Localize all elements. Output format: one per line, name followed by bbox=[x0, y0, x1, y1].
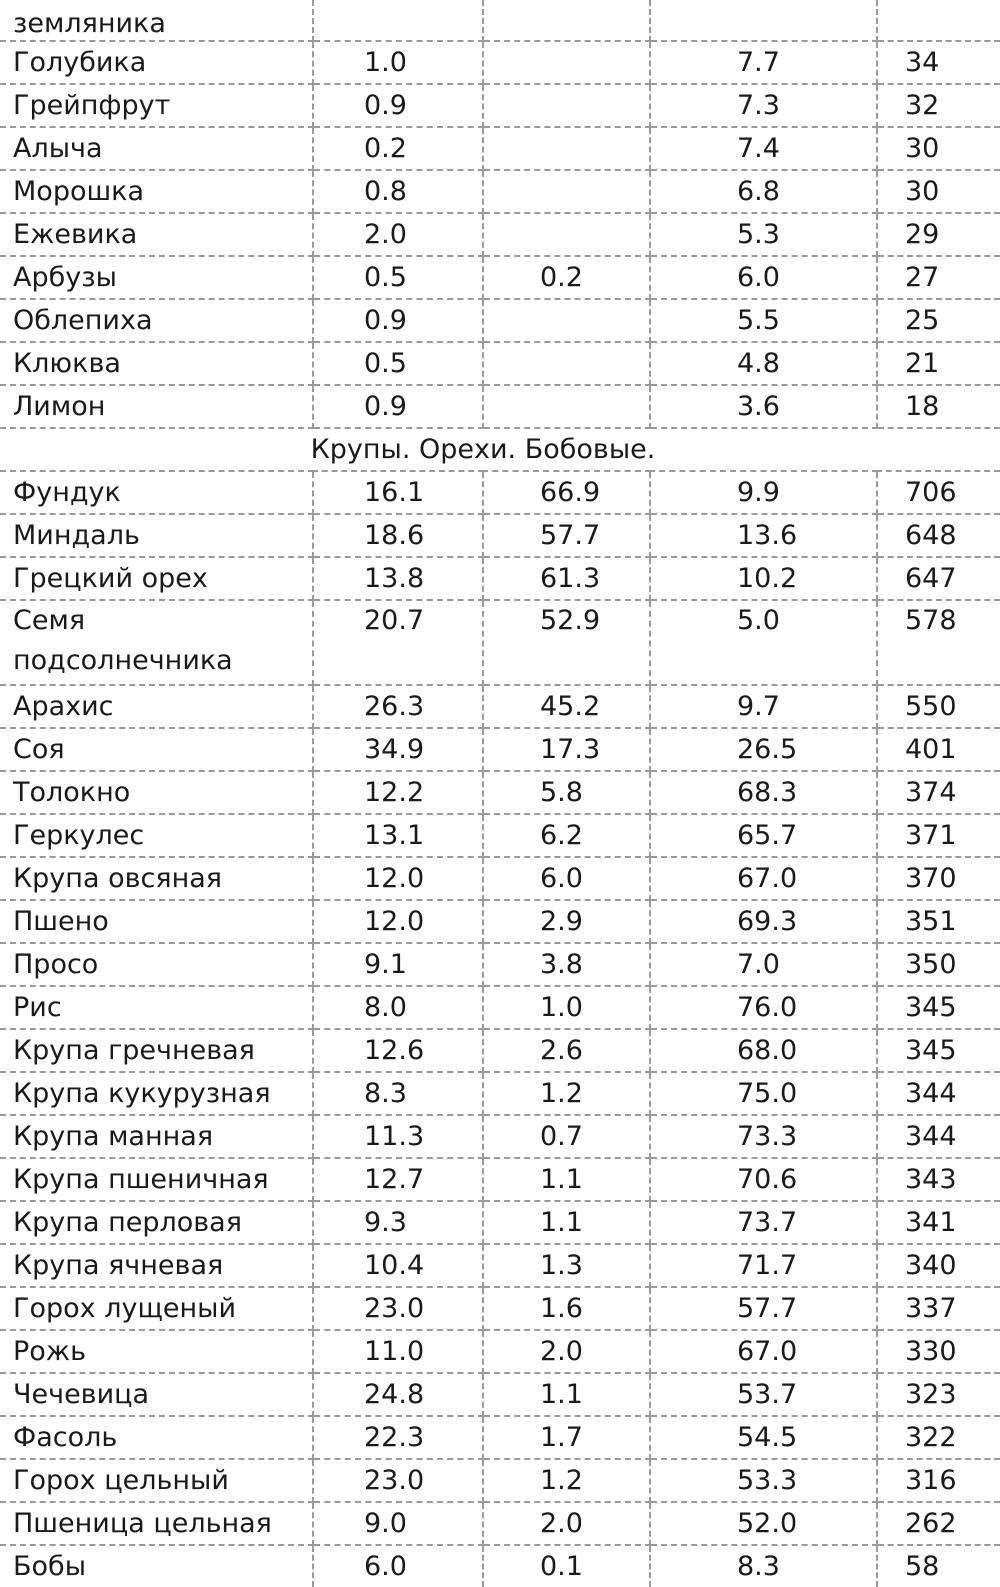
fat-cell bbox=[483, 0, 650, 41]
protein-cell: 24.8 bbox=[313, 1373, 483, 1416]
table-row bbox=[0, 557, 1000, 600]
protein-cell: 0.9 bbox=[313, 385, 483, 428]
section-title: Крупы. Орехи. Бобовые. bbox=[0, 428, 1000, 471]
protein-cell: 18.6 bbox=[313, 514, 483, 557]
kcal-cell: 706 bbox=[877, 471, 1000, 514]
table-row bbox=[0, 471, 1000, 514]
product-name-cell: земляника bbox=[0, 0, 313, 41]
protein-cell: 16.1 bbox=[313, 471, 483, 514]
kcal-cell: 351 bbox=[877, 900, 1000, 943]
protein-cell: 12.0 bbox=[313, 900, 483, 943]
table-row bbox=[0, 771, 1000, 814]
carbs-cell: 68.0 bbox=[650, 1029, 877, 1072]
protein-cell: 26.3 bbox=[313, 685, 483, 728]
kcal-cell: 18 bbox=[877, 385, 1000, 428]
table-row bbox=[0, 1244, 1000, 1287]
product-name-cell: Арахис bbox=[0, 685, 313, 728]
product-name-cell: Чечевица bbox=[0, 1373, 313, 1416]
carbs-cell: 68.3 bbox=[650, 771, 877, 814]
protein-cell: 11.0 bbox=[313, 1330, 483, 1373]
product-name-cell: Крупа перловая bbox=[0, 1201, 313, 1244]
protein-cell: 0.2 bbox=[313, 127, 483, 170]
carbs-cell: 7.3 bbox=[650, 84, 877, 127]
fat-cell: 66.9 bbox=[483, 471, 650, 514]
product-name-cell: Облепиха bbox=[0, 299, 313, 342]
kcal-cell: 345 bbox=[877, 986, 1000, 1029]
carbs-cell: 26.5 bbox=[650, 728, 877, 771]
fat-cell: 1.3 bbox=[483, 1244, 650, 1287]
kcal-cell: 32 bbox=[877, 84, 1000, 127]
product-name-cell: Крупа манная bbox=[0, 1115, 313, 1158]
kcal-cell: 401 bbox=[877, 728, 1000, 771]
product-name-cell: Миндаль bbox=[0, 514, 313, 557]
protein-cell: 0.9 bbox=[313, 84, 483, 127]
kcal-cell: 550 bbox=[877, 685, 1000, 728]
table-row bbox=[0, 41, 1000, 84]
table-row bbox=[0, 1201, 1000, 1244]
protein-cell: 0.9 bbox=[313, 299, 483, 342]
product-name-cell: Клюква bbox=[0, 342, 313, 385]
fat-cell: 2.9 bbox=[483, 900, 650, 943]
fat-cell: 61.3 bbox=[483, 557, 650, 600]
carbs-cell: 6.0 bbox=[650, 256, 877, 299]
carbs-cell: 73.3 bbox=[650, 1115, 877, 1158]
kcal-cell: 21 bbox=[877, 342, 1000, 385]
table-row bbox=[0, 1373, 1000, 1416]
fat-cell: 5.8 bbox=[483, 771, 650, 814]
fat-cell: 1.6 bbox=[483, 1287, 650, 1330]
fat-cell: 6.2 bbox=[483, 814, 650, 857]
carbs-cell: 5.0 bbox=[650, 600, 877, 685]
product-name-cell: Крупа пшеничная bbox=[0, 1158, 313, 1201]
protein-cell: 13.8 bbox=[313, 557, 483, 600]
protein-cell: 12.6 bbox=[313, 1029, 483, 1072]
kcal-cell: 25 bbox=[877, 299, 1000, 342]
carbs-cell: 7.4 bbox=[650, 127, 877, 170]
kcal-cell: 648 bbox=[877, 514, 1000, 557]
table-row bbox=[0, 1072, 1000, 1115]
kcal-cell: 345 bbox=[877, 1029, 1000, 1072]
fat-cell: 52.9 bbox=[483, 600, 650, 685]
table-row bbox=[0, 385, 1000, 428]
protein-cell: 23.0 bbox=[313, 1459, 483, 1502]
fat-cell: 1.2 bbox=[483, 1459, 650, 1502]
table-row bbox=[0, 728, 1000, 771]
fat-cell: 1.0 bbox=[483, 986, 650, 1029]
carbs-cell: 7.7 bbox=[650, 41, 877, 84]
fat-cell: 1.1 bbox=[483, 1158, 650, 1201]
carbs-cell: 8.3 bbox=[650, 1545, 877, 1587]
kcal-cell: 350 bbox=[877, 943, 1000, 986]
protein-cell: 0.8 bbox=[313, 170, 483, 213]
carbs-cell: 13.6 bbox=[650, 514, 877, 557]
protein-cell: 23.0 bbox=[313, 1287, 483, 1330]
kcal-cell: 341 bbox=[877, 1201, 1000, 1244]
product-name-cell: Крупа ячневая bbox=[0, 1244, 313, 1287]
carbs-cell: 69.3 bbox=[650, 900, 877, 943]
kcal-cell: 340 bbox=[877, 1244, 1000, 1287]
carbs-cell: 67.0 bbox=[650, 857, 877, 900]
kcal-cell: 30 bbox=[877, 170, 1000, 213]
table-row bbox=[0, 514, 1000, 557]
carbs-cell: 71.7 bbox=[650, 1244, 877, 1287]
kcal-cell: 344 bbox=[877, 1072, 1000, 1115]
kcal-cell: 322 bbox=[877, 1416, 1000, 1459]
kcal-cell: 344 bbox=[877, 1115, 1000, 1158]
fat-cell: 1.7 bbox=[483, 1416, 650, 1459]
carbs-cell: 57.7 bbox=[650, 1287, 877, 1330]
product-name-cell: Геркулес bbox=[0, 814, 313, 857]
protein-cell: 0.5 bbox=[313, 342, 483, 385]
kcal-cell: 343 bbox=[877, 1158, 1000, 1201]
kcal-cell bbox=[877, 0, 1000, 41]
carbs-cell: 10.2 bbox=[650, 557, 877, 600]
fat-cell bbox=[483, 299, 650, 342]
protein-cell: 12.2 bbox=[313, 771, 483, 814]
carbs-cell: 6.8 bbox=[650, 170, 877, 213]
carbs-cell: 65.7 bbox=[650, 814, 877, 857]
fat-cell: 0.2 bbox=[483, 256, 650, 299]
table-row bbox=[0, 1502, 1000, 1545]
table-row bbox=[0, 857, 1000, 900]
table-row bbox=[0, 256, 1000, 299]
fat-cell: 57.7 bbox=[483, 514, 650, 557]
table-row bbox=[0, 600, 1000, 685]
table-row bbox=[0, 814, 1000, 857]
table-row bbox=[0, 213, 1000, 256]
fat-cell bbox=[483, 385, 650, 428]
kcal-cell: 374 bbox=[877, 771, 1000, 814]
table-row bbox=[0, 1330, 1000, 1373]
carbs-cell: 5.5 bbox=[650, 299, 877, 342]
fat-cell bbox=[483, 170, 650, 213]
table-row bbox=[0, 986, 1000, 1029]
fat-cell bbox=[483, 41, 650, 84]
kcal-cell: 27 bbox=[877, 256, 1000, 299]
protein-cell: 20.7 bbox=[313, 600, 483, 685]
kcal-cell: 323 bbox=[877, 1373, 1000, 1416]
product-name-cell: Морошка bbox=[0, 170, 313, 213]
fat-cell: 17.3 bbox=[483, 728, 650, 771]
kcal-cell: 337 bbox=[877, 1287, 1000, 1330]
kcal-cell: 262 bbox=[877, 1502, 1000, 1545]
protein-cell bbox=[313, 0, 483, 41]
table-row bbox=[0, 1029, 1000, 1072]
carbs-cell: 9.9 bbox=[650, 471, 877, 514]
fat-cell bbox=[483, 84, 650, 127]
carbs-cell: 73.7 bbox=[650, 1201, 877, 1244]
kcal-cell: 371 bbox=[877, 814, 1000, 857]
protein-cell: 10.4 bbox=[313, 1244, 483, 1287]
table-row bbox=[0, 1545, 1000, 1587]
product-name-cell: Фундук bbox=[0, 471, 313, 514]
fat-cell bbox=[483, 342, 650, 385]
product-name-cell: Крупа кукурузная bbox=[0, 1072, 313, 1115]
kcal-cell: 30 bbox=[877, 127, 1000, 170]
carbs-cell: 67.0 bbox=[650, 1330, 877, 1373]
product-name-cell: Фасоль bbox=[0, 1416, 313, 1459]
product-name-cell: Пшено bbox=[0, 900, 313, 943]
protein-cell: 8.3 bbox=[313, 1072, 483, 1115]
protein-cell: 8.0 bbox=[313, 986, 483, 1029]
carbs-cell: 5.3 bbox=[650, 213, 877, 256]
product-name-cell: Рис bbox=[0, 986, 313, 1029]
fat-cell: 6.0 bbox=[483, 857, 650, 900]
protein-cell: 34.9 bbox=[313, 728, 483, 771]
fat-cell: 1.2 bbox=[483, 1072, 650, 1115]
kcal-cell: 34 bbox=[877, 41, 1000, 84]
fat-cell: 2.0 bbox=[483, 1502, 650, 1545]
product-name-cell: Рожь bbox=[0, 1330, 313, 1373]
product-name-cell: Пшеница цельная bbox=[0, 1502, 313, 1545]
table-row bbox=[0, 685, 1000, 728]
table-row bbox=[0, 1115, 1000, 1158]
fat-cell: 1.1 bbox=[483, 1373, 650, 1416]
kcal-cell: 370 bbox=[877, 857, 1000, 900]
protein-cell: 13.1 bbox=[313, 814, 483, 857]
product-name-cell: Семя подсолнечника bbox=[0, 600, 313, 685]
product-name-cell: Алыча bbox=[0, 127, 313, 170]
product-name-cell: Горох цельный bbox=[0, 1459, 313, 1502]
kcal-cell: 316 bbox=[877, 1459, 1000, 1502]
carbs-cell: 52.0 bbox=[650, 1502, 877, 1545]
table-row bbox=[0, 900, 1000, 943]
protein-cell: 9.0 bbox=[313, 1502, 483, 1545]
carbs-cell: 53.7 bbox=[650, 1373, 877, 1416]
product-name-cell: Грейпфрут bbox=[0, 84, 313, 127]
product-name-cell: Лимон bbox=[0, 385, 313, 428]
fat-cell: 2.0 bbox=[483, 1330, 650, 1373]
table-row bbox=[0, 84, 1000, 127]
table-row bbox=[0, 943, 1000, 986]
protein-cell: 6.0 bbox=[313, 1545, 483, 1587]
protein-cell: 12.7 bbox=[313, 1158, 483, 1201]
fat-cell bbox=[483, 213, 650, 256]
carbs-cell: 7.0 bbox=[650, 943, 877, 986]
protein-cell: 12.0 bbox=[313, 857, 483, 900]
table-row bbox=[0, 1158, 1000, 1201]
carbs-cell: 4.8 bbox=[650, 342, 877, 385]
fat-cell: 0.1 bbox=[483, 1545, 650, 1587]
product-name-cell: Толокно bbox=[0, 771, 313, 814]
fat-cell: 0.7 bbox=[483, 1115, 650, 1158]
table-row bbox=[0, 0, 1000, 41]
table-row bbox=[0, 342, 1000, 385]
fat-cell: 45.2 bbox=[483, 685, 650, 728]
table-row bbox=[0, 127, 1000, 170]
product-name-cell: Горох лущеный bbox=[0, 1287, 313, 1330]
product-name-cell: Соя bbox=[0, 728, 313, 771]
carbs-cell: 75.0 bbox=[650, 1072, 877, 1115]
fat-cell: 3.8 bbox=[483, 943, 650, 986]
product-name-cell: Крупа гречневая bbox=[0, 1029, 313, 1072]
table-row bbox=[0, 1287, 1000, 1330]
table-row bbox=[0, 170, 1000, 213]
protein-cell: 11.3 bbox=[313, 1115, 483, 1158]
table-row bbox=[0, 1416, 1000, 1459]
carbs-cell: 70.6 bbox=[650, 1158, 877, 1201]
table-row bbox=[0, 299, 1000, 342]
product-name-cell: Грецкий орех bbox=[0, 557, 313, 600]
carbs-cell bbox=[650, 0, 877, 41]
product-name-cell: Голубика bbox=[0, 41, 313, 84]
product-name-cell: Арбузы bbox=[0, 256, 313, 299]
fat-cell: 2.6 bbox=[483, 1029, 650, 1072]
carbs-cell: 76.0 bbox=[650, 986, 877, 1029]
kcal-cell: 578 bbox=[877, 600, 1000, 685]
kcal-cell: 330 bbox=[877, 1330, 1000, 1373]
kcal-cell: 58 bbox=[877, 1545, 1000, 1587]
product-name-cell: Ежевика bbox=[0, 213, 313, 256]
product-name-cell: Крупа овсяная bbox=[0, 857, 313, 900]
carbs-cell: 3.6 bbox=[650, 385, 877, 428]
protein-cell: 0.5 bbox=[313, 256, 483, 299]
protein-cell: 1.0 bbox=[313, 41, 483, 84]
kcal-cell: 29 bbox=[877, 213, 1000, 256]
protein-cell: 9.3 bbox=[313, 1201, 483, 1244]
kcal-cell: 647 bbox=[877, 557, 1000, 600]
protein-cell: 2.0 bbox=[313, 213, 483, 256]
product-name-cell: Бобы bbox=[0, 1545, 313, 1587]
protein-cell: 9.1 bbox=[313, 943, 483, 986]
fat-cell: 1.1 bbox=[483, 1201, 650, 1244]
section-row bbox=[0, 428, 1000, 471]
fat-cell bbox=[483, 127, 650, 170]
carbs-cell: 53.3 bbox=[650, 1459, 877, 1502]
protein-cell: 22.3 bbox=[313, 1416, 483, 1459]
carbs-cell: 54.5 bbox=[650, 1416, 877, 1459]
table-row bbox=[0, 1459, 1000, 1502]
product-name-cell: Просо bbox=[0, 943, 313, 986]
carbs-cell: 9.7 bbox=[650, 685, 877, 728]
